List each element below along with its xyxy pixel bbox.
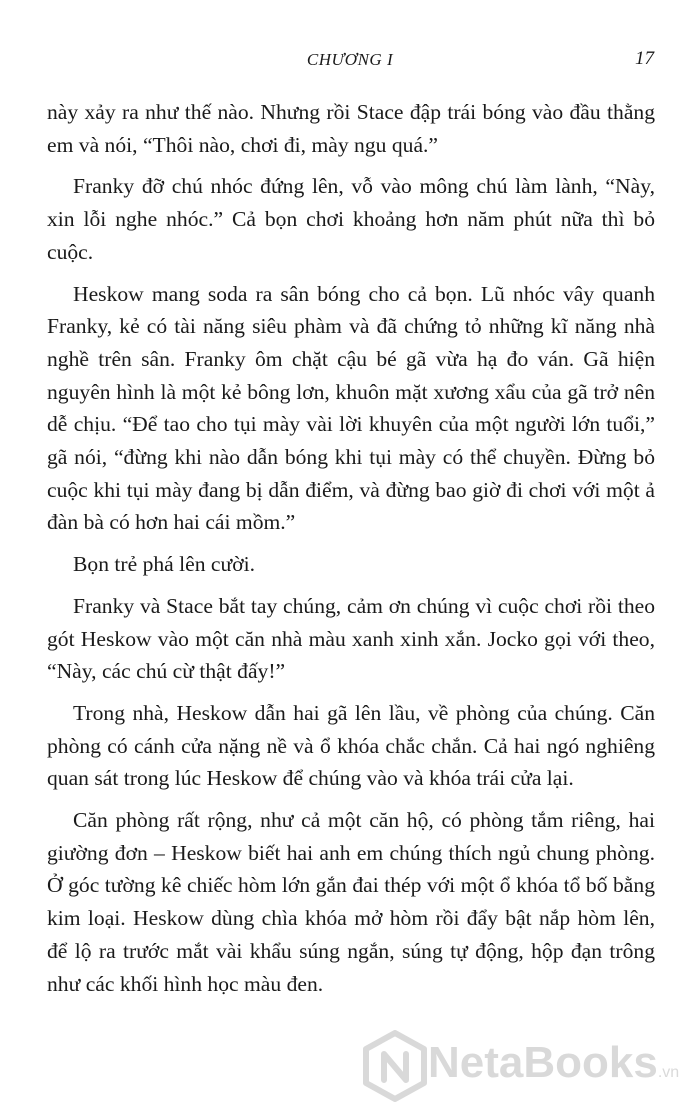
- paragraph: Franky và Stace bắt tay chúng, cảm ơn chúng vì cuộc chơi rồi theo gót Heskow vào một căn nhà màu xanh xinh xắn. Jocko gọi với theo, “Này, các chú cừ thật đấy!”: [47, 593, 655, 684]
- paragraph: Heskow mang soda ra sân bóng cho cả bọn. Lũ nhóc vây quanh Franky, kẻ có tài năng siêu phàm và đã chứng tỏ những kĩ năng nhà nghề trên sân. Franky ôm chặt cậu bé gã vừa hạ đo ván. Gã hiện nguyên hình là một kẻ bông lơn, khuôn mặt xương xẩu của gã trở nên dễ chịu. “Để tao cho tụi mày vài lời khuyên của một người lớn tuổi,” gã nói, “đừng khi nào dẫn bóng khi tụi mày có thể chuyền. Đừng bỏ cuộc khi tụi mày đang bị dẫn điểm, và đừng bao giờ đi chơi với một ả đàn bà có hơn hai cái mồm.”: [47, 281, 655, 535]
- watermark-text: [428, 1038, 679, 1088]
- watermark-suffix: .vn: [657, 1064, 680, 1081]
- paragraph: này xảy ra như thế nào. Nhưng rồi Stace đập trái bóng vào đầu thằng em và nói, “Thôi nào, chơi đi, mày ngu quá.”: [47, 100, 655, 157]
- paragraph: Căn phòng rất rộng, như cả một căn hộ, có phòng tắm riêng, hai giường đơn – Heskow biết hai anh em chúng thích ngủ chung phòng. Ở góc tường kê chiếc hòm lớn gắn đai thép với một ổ khóa tổ bố bằng kim loại. Heskow dùng chìa khóa mở hòm rồi đẩy bật nắp hòm lên, để lộ ra trước mắt vài khẩu súng ngắn, súng tự động, hộp đạn trông như các khối hình học màu đen.: [47, 808, 655, 996]
- page-header: [0, 48, 700, 78]
- text-body: [47, 96, 655, 1009]
- page-number: 17: [635, 48, 654, 69]
- paragraph: Franky đỡ chú nhóc đứng lên, vỗ vào mông chú làm lành, “Này, xin lỗi nghe nhóc.” Cả bọn chơi khoảng hơn năm phút nữa thì bỏ cuộc.: [47, 174, 655, 264]
- paragraph: Trong nhà, Heskow dẫn hai gã lên lầu, về phòng của chúng. Căn phòng có cánh cửa nặng nề và ổ khóa chắc chắn. Cả hai ngó nghiêng quan sát trong lúc Heskow để chúng vào và khóa trái cửa lại.: [47, 700, 655, 791]
- netabooks-logo-icon: [362, 1030, 428, 1102]
- watermark: [362, 1026, 692, 1106]
- paragraph: Bọn trẻ phá lên cười.: [73, 552, 256, 577]
- watermark-brand: NetaBooks: [428, 1038, 658, 1087]
- chapter-title: CHƯƠNG I: [306, 50, 394, 69]
